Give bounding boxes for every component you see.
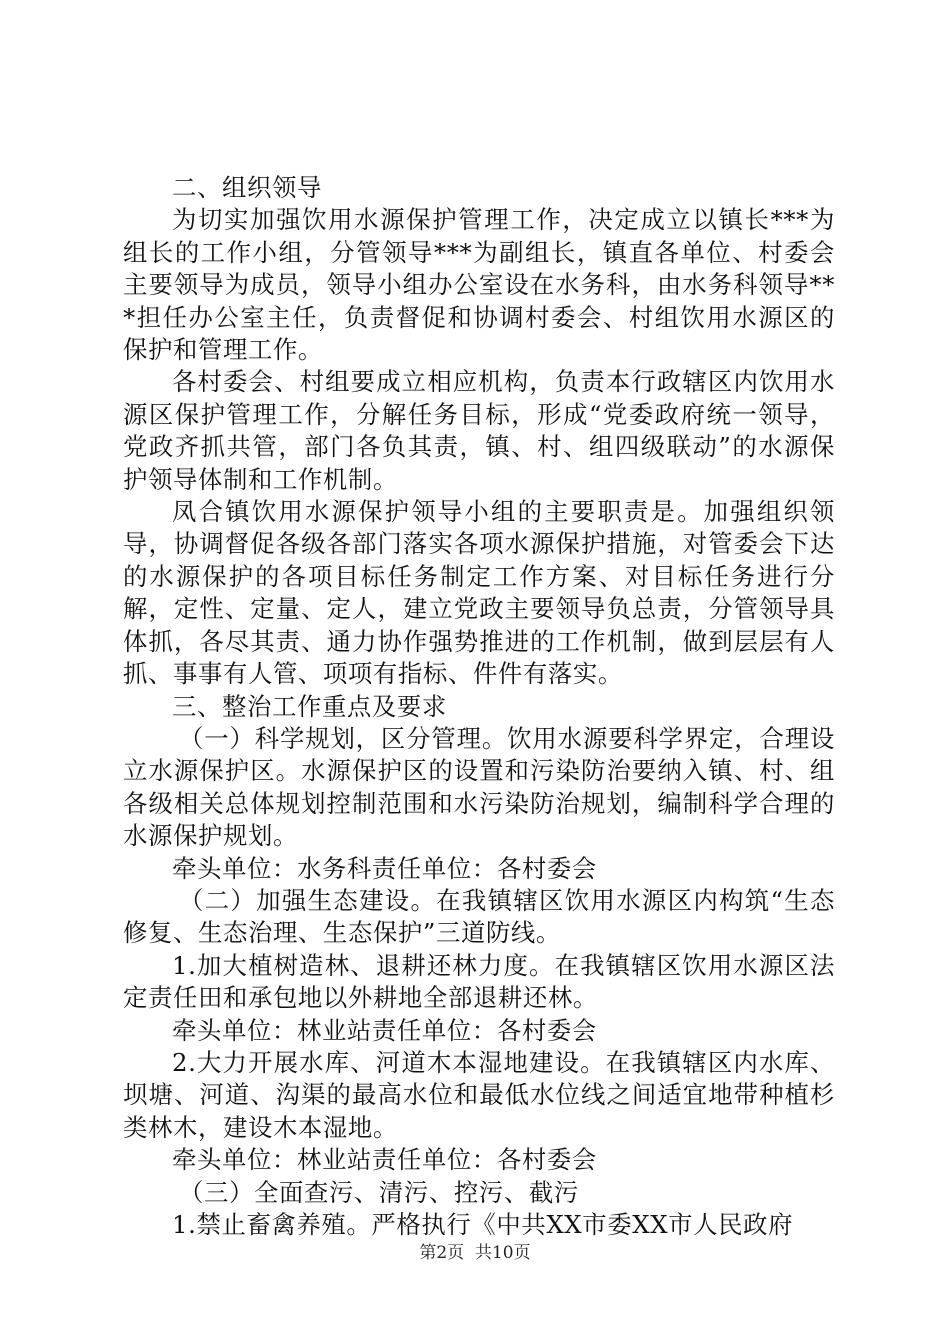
section-heading: 三、整治工作重点及要求 <box>172 691 447 721</box>
section-heading: 二、组织领导 <box>172 173 322 202</box>
page-footer <box>0 1243 950 1263</box>
document-body <box>123 172 835 1241</box>
numbered-item: 2.大力开展水库、河道木本湿地建设。在我镇辖区内水库、坝塘、河道、沟渠的最高水位和最低水位线之间适宜地带种植杉类林木，建设木本湿地。 <box>123 1047 835 1142</box>
subsection-paragraph: （二）加强生态建设。在我镇辖区饮用水源区内构筑“生态修复、生态治理、生态保护”三道防线。 <box>123 885 835 948</box>
numbered-item: 1.禁止畜禽养殖。严格执行《中共XX市委XX市人民政府 <box>172 1210 794 1239</box>
subsection-paragraph: （一）科学规划，区分管理。饮用水源要科学界定，合理设立水源保护区。水源保护区的设置和污染防治要纳入镇、村、组各级相关总体规划控制范围和水污染防治规划，编制科学合理的水源保护规划。 <box>123 723 835 851</box>
paragraph: 为切实加强饮用水源保护管理工作，决定成立以镇长***为组长的工作小组，分管领导***为副组长，镇直各单位、村委会主要领导为成员，领导小组办公室设在水务科，由水务科领导***担任办公室主任，负责督促和协调村委会、村组饮用水源区的保护和管理工作。 <box>123 205 835 365</box>
subsection-heading: （三）全面查污、清污、控污、截污 <box>179 1177 579 1207</box>
lead-unit-line: 牵头单位：林业站责任单位：各村委会 <box>172 1145 597 1175</box>
page-number-label: 第2页 共10页 <box>419 1243 531 1263</box>
paragraph: 各村委会、村组要成立相应机构，负责本行政辖区内饮用水源区保护管理工作，分解任务目标，形成“党委政府统一领导，党政齐抓共管，部门各负其责，镇、村、组四级联动”的水源保护领导体制和工作机制。 <box>123 367 835 494</box>
paragraph: 凤合镇饮用水源保护领导小组的主要职责是。加强组织领导，协调督促各级各部门落实各项水源保护措施，对管委会下达的水源保护的各项目标任务制定工作方案、对目标任务进行分解，定性、定量、定人，建立党政主要领导负总责，分管领导具体抓，各尽其责、通力协作强势推进的工作机制，做到层层有人抓、事事有人管、项项有指标、件件有落实。 <box>123 497 835 689</box>
numbered-item: 1.加大植树造林、退耕还林力度。在我镇辖区饮用水源区法定责任田和承包地以外耕地全部退耕还林。 <box>123 950 835 1013</box>
lead-unit-line: 牵头单位：水务科责任单位：各村委会 <box>172 853 597 883</box>
lead-unit-line: 牵头单位：林业站责任单位：各村委会 <box>172 1015 597 1045</box>
